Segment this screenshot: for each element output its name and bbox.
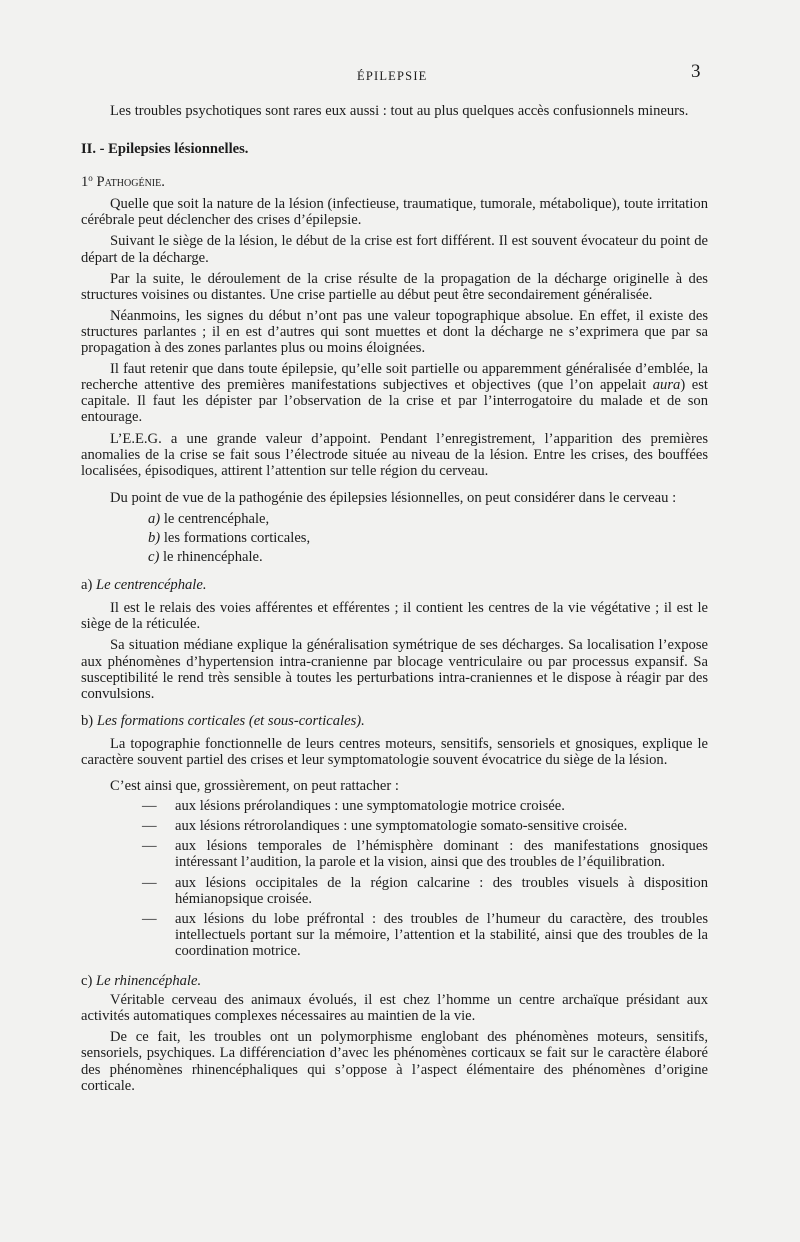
lesion-text: aux lésions du lobe préfrontal : des troubles de l’humeur du caractère, des troubles intellectuels portant sur la mémoire, l’attention et la stabilité, ainsi que des troubles de la coordination motrice.: [175, 910, 708, 959]
paragraph-de-ce-fait: De ce fait, les troubles ont un polymorphisme englobant des phénomènes moteurs, sensitifs, sensoriels, psychiques. La différenciation d’avec les phénomènes corticaux se fait sur le caractère élaboré des phénomènes rhinencéphaliques qui s’oppose à l’aspect élémentaire des phénomènes d’origine corticale.: [81, 1029, 708, 1094]
retenir-text-start: Il faut retenir que dans toute épilepsie, qu’elle soit partielle ou apparemment généralisée d’emblée, la recherche attentive des premières manifestations subjectives et objectives (que l’on appelait: [81, 361, 708, 394]
heading-title: Les formations corticales (et sous-corticales).: [96, 712, 365, 729]
paragraph-relais: Il est le relais des voies afférentes et efférentes ; il contient les centres de la vie végétative ; il est le siège de la réticulée.: [81, 600, 708, 633]
paragraph-neanmoins: Néanmoins, les signes du début n’ont pas une valeur topographique absolue. En effet, il existe des structures parlantes ; il en est d’autres qui sont muettes et dont la décharge ne s’exprimera que par sa propagation à des zones parlantes plus ou moins éloignées.: [81, 307, 708, 357]
lesion-item: [142, 818, 708, 834]
lesion-item: [142, 798, 708, 814]
paragraph-topographie: La topographie fonctionnelle de leurs centres moteurs, sensitifs, sensoriels et gnosiques, explique le caractère souvent partiel des crises et leur symptomatologie souvent évocatrice du siège de la lésion.: [81, 735, 708, 768]
lesion-item: [142, 838, 708, 870]
list-letter: c): [148, 549, 160, 566]
page-header: [0, 61, 800, 86]
page-number: 3: [691, 61, 701, 82]
lesions-list: [81, 798, 708, 959]
aura-term: aura: [652, 377, 681, 394]
subsection-ordinal: o: [88, 173, 93, 184]
paragraph-rattacher: C’est ainsi que, grossièrement, on peut rattacher :: [110, 778, 399, 795]
heading-title: Le centrencéphale.: [96, 577, 207, 594]
section-title: II. - Epilepsies lésionnelles.: [81, 141, 249, 158]
dash-mark: —: [142, 798, 157, 815]
heading-formations-corticales: [81, 713, 708, 729]
dash-mark: —: [142, 838, 157, 855]
heading-centrencephale: [81, 577, 708, 593]
paragraph-siege: Suivant le siège de la lésion, le début de la crise est fort différent. Il est souvent évocateur du point de départ de la décharge.: [81, 233, 708, 266]
lesion-item: [142, 875, 708, 907]
list-letter: a): [148, 510, 161, 527]
dash-mark: —: [142, 874, 157, 891]
paragraph-veritable: Véritable cerveau des animaux évolués, il est chez l’homme un centre archaïque présidant aux activités automatiques complexes nécessaires au maintien de la vie.: [81, 992, 708, 1025]
lesion-text: aux lésions prérolandiques : une symptomatologie motrice croisée.: [175, 798, 565, 815]
heading-letter: c): [81, 973, 93, 990]
list-item: [148, 530, 708, 546]
list-item: [148, 549, 708, 565]
paragraph-deroulement: Par la suite, le déroulement de la crise résulte de la propagation de la décharge originelle à des structures voisines ou distantes. Une crise partielle au début peut être secondairement généralisée.: [81, 270, 708, 303]
heading-rhinencephale: [81, 973, 708, 989]
paragraph-nature: Quelle que soit la nature de la lésion (infectieuse, traumatique, tumorale, métabolique), toute irritation cérébrale peut déclencher des crises d’épilepsie.: [81, 196, 708, 229]
heading-letter: a): [81, 577, 93, 594]
brain-regions-list: [81, 511, 708, 565]
page-content: [81, 103, 708, 1094]
list-text: les formations corticales,: [163, 529, 311, 546]
dash-mark: —: [142, 910, 157, 927]
paragraph-situation: Sa situation médiane explique la généralisation symétrique de ses décharges. Sa localisation l’expose aux phénomènes d’hypertension intra-cranienne par blocage ventriculaire ou par processus expansif. Sa susceptibilité le rend très sensible à toutes les perturbations intra-craniennes et le dispose à réagir par des convulsions.: [81, 637, 708, 702]
subsection-title: Pathogénie.: [96, 174, 165, 191]
subsection-heading: [81, 170, 708, 190]
list-text: le rhinencéphale.: [163, 549, 263, 566]
paragraph-retenir: [81, 361, 708, 425]
lesion-text: aux lésions temporales de l’hémisphère dominant : des manifestations gnosiques intéressant l’audition, la parole et la vision, ainsi que des troubles de l’équilibration.: [175, 838, 708, 871]
dash-mark: —: [142, 818, 157, 835]
paragraph-viewpoint: Du point de vue de la pathogénie des épilepsies lésionnelles, on peut considérer dans le cerveau :: [110, 489, 677, 506]
running-title: ÉPILEPSIE: [357, 69, 428, 83]
retenir-text-end: ) est capitale. Il faut les dépister par l’observation de la crise et par l’interrogatoire du malade et de son entourage.: [81, 377, 708, 426]
list-item: [148, 511, 708, 527]
list-letter: b): [148, 529, 161, 546]
heading-letter: b): [81, 712, 94, 729]
intro-paragraph: Les troubles psychotiques sont rares eux aussi : tout au plus quelques accès confusionnels mineurs.: [110, 103, 689, 119]
lesion-text: aux lésions rétrorolandiques : une symptomatologie somato-sensitive croisée.: [175, 818, 628, 835]
heading-title: Le rhinencéphale.: [96, 973, 202, 990]
list-text: le centrencéphale,: [163, 510, 270, 527]
subsection-number: 1: [81, 174, 89, 191]
lesion-item: [142, 911, 708, 959]
paragraph-eeg: L’E.E.G. a une grande valeur d’appoint. Pendant l’enregistrement, l’apparition des premières anomalies de la crise se fait sous l’électrode située au niveau de la lésion. Entre les crises, des bouffées localisées, épisodiques, attirent l’attention sur telle région du cerveau.: [81, 430, 708, 479]
lesion-text: aux lésions occipitales de la région calcarine : des troubles visuels à disposition hémianopsique croisée.: [175, 874, 708, 907]
